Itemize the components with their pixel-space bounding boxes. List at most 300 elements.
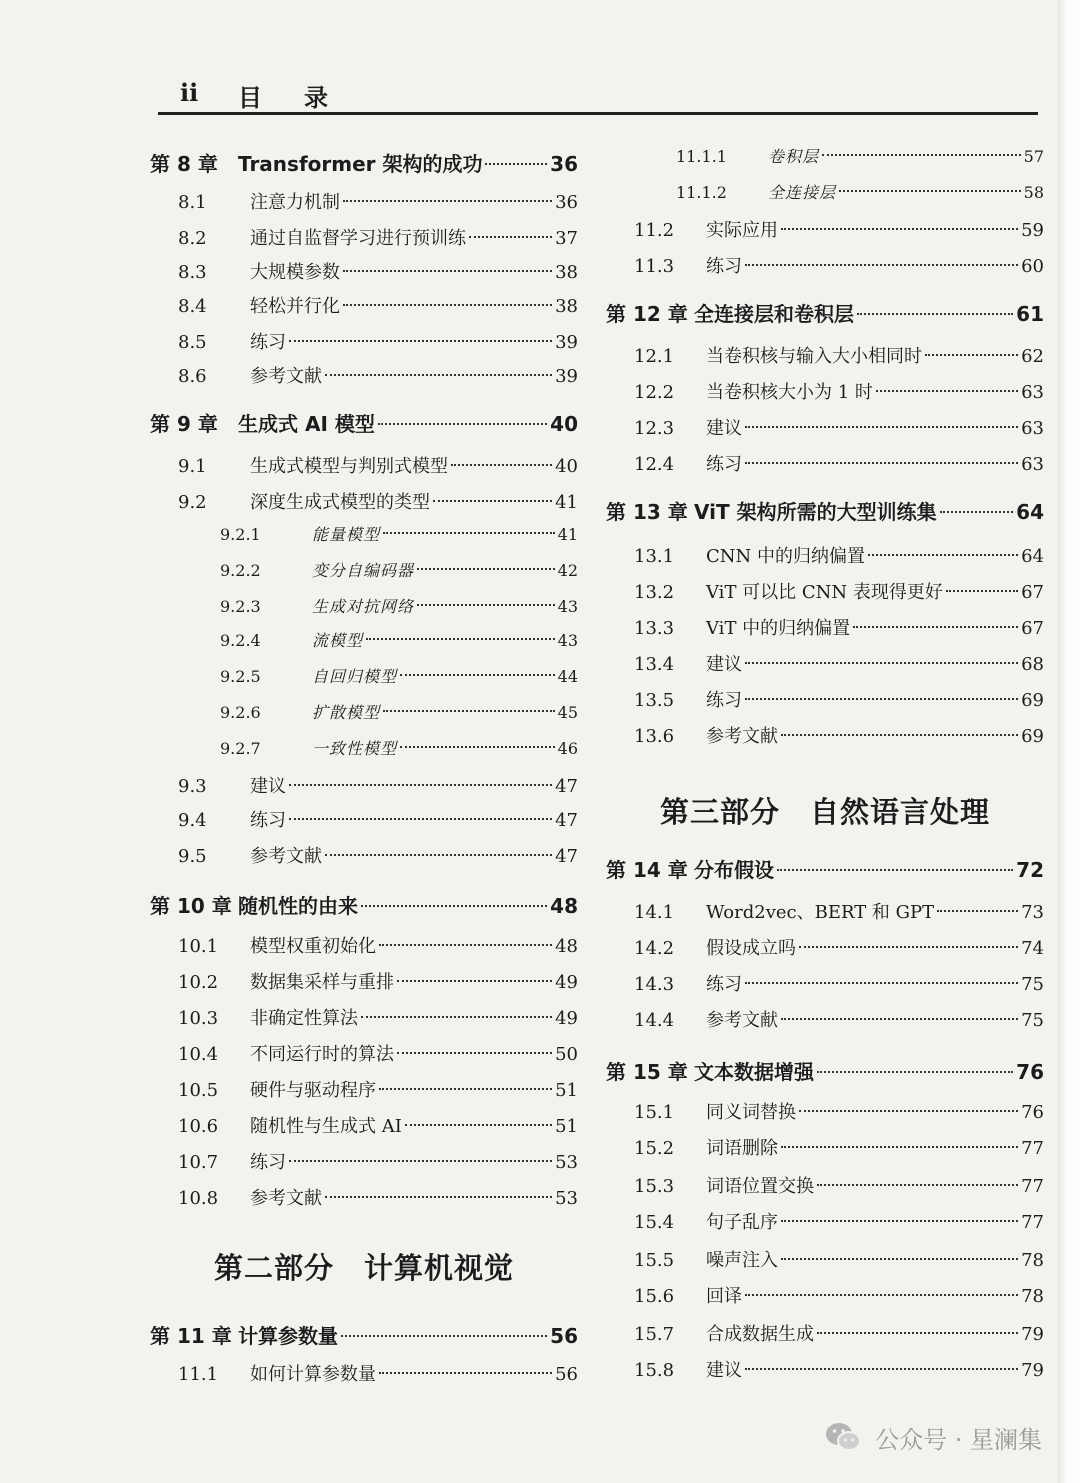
entry-number: 10.5 bbox=[178, 1080, 219, 1101]
leader-dots bbox=[383, 532, 555, 534]
entry-title: 扩散模型 bbox=[312, 703, 381, 722]
toc-chapter-entry bbox=[606, 1056, 1044, 1086]
toc-section-entry bbox=[606, 1246, 1044, 1276]
entry-title: 硬件与驱动程序 bbox=[250, 1080, 376, 1101]
part-heading: 第三部分 自然语言处理 bbox=[659, 795, 990, 829]
entry-number: 8.6 bbox=[178, 366, 207, 387]
entry-title: 生成式模型与判别式模型 bbox=[250, 456, 448, 477]
toc-section-entry bbox=[150, 1112, 578, 1142]
entry-title: 生成对抗网络 bbox=[312, 597, 415, 616]
leader-dots bbox=[745, 462, 1018, 464]
toc-subsection-entry bbox=[606, 180, 1044, 210]
leader-dots bbox=[289, 784, 552, 786]
leader-dots bbox=[469, 236, 552, 238]
entry-number: 12.2 bbox=[634, 382, 675, 403]
entry-page: 47 bbox=[555, 776, 578, 797]
toc-subsection-entry bbox=[150, 558, 578, 588]
entry-title: 大规模参数 bbox=[250, 262, 340, 283]
leader-dots bbox=[343, 270, 552, 272]
entry-number: 10.4 bbox=[178, 1044, 219, 1065]
entry-title: 建议 bbox=[250, 776, 286, 797]
entry-title: 词语位置交换 bbox=[706, 1176, 814, 1197]
leader-dots bbox=[745, 264, 1018, 266]
entry-page: 68 bbox=[1021, 654, 1044, 675]
leader-dots bbox=[379, 1372, 552, 1374]
entry-number: 12.3 bbox=[634, 418, 675, 439]
toc-subsection-entry bbox=[150, 594, 578, 624]
entry-page: 75 bbox=[1021, 1010, 1044, 1031]
entry-page: 74 bbox=[1021, 938, 1044, 959]
header-title-char-1: 目 bbox=[238, 83, 262, 112]
header-title-char-2: 录 bbox=[304, 83, 328, 112]
toc-section-entry bbox=[150, 842, 578, 872]
entry-number: 第 15 章 bbox=[606, 1060, 688, 1084]
entry-page: 36 bbox=[550, 152, 578, 176]
toc-section-entry bbox=[150, 292, 578, 322]
leader-dots bbox=[857, 313, 1013, 315]
entry-title: 通过自监督学习进行预训练 bbox=[250, 228, 466, 249]
entry-title: 练习 bbox=[706, 454, 742, 475]
leader-dots bbox=[343, 304, 552, 306]
entry-title: 生成式 AI 模型 bbox=[238, 412, 375, 436]
entry-title: 练习 bbox=[250, 1152, 286, 1173]
leader-dots bbox=[781, 734, 1018, 736]
leader-dots bbox=[777, 869, 1013, 871]
toc-section-entry bbox=[606, 216, 1044, 246]
toc-section-entry bbox=[606, 1208, 1044, 1238]
entry-page: 56 bbox=[550, 1324, 578, 1348]
leader-dots bbox=[325, 374, 552, 376]
entry-page: 56 bbox=[555, 1364, 578, 1385]
entry-number: 第 8 章 bbox=[150, 152, 218, 176]
entry-number: 15.8 bbox=[634, 1360, 675, 1381]
entry-number: 9.2.2 bbox=[220, 561, 261, 580]
entry-page: 61 bbox=[1016, 302, 1044, 326]
toc-subsection-entry bbox=[606, 144, 1044, 174]
entry-page: 63 bbox=[1021, 382, 1044, 403]
entry-page: 79 bbox=[1021, 1360, 1044, 1381]
entry-page: 58 bbox=[1023, 183, 1044, 202]
entry-number: 11.1.2 bbox=[676, 183, 727, 202]
entry-title: 建议 bbox=[706, 654, 742, 675]
entry-number: 15.1 bbox=[634, 1102, 675, 1123]
entry-title: 随机性的由来 bbox=[238, 894, 358, 918]
entry-page: 79 bbox=[1021, 1324, 1044, 1345]
toc-section-entry bbox=[150, 932, 578, 962]
entry-page: 62 bbox=[1021, 346, 1044, 367]
entry-number: 10.1 bbox=[178, 936, 219, 957]
entry-page: 60 bbox=[1021, 256, 1044, 277]
entry-number: 8.1 bbox=[178, 192, 207, 213]
entry-page: 43 bbox=[557, 631, 578, 650]
leader-dots bbox=[745, 1294, 1018, 1296]
entry-number: 9.2.1 bbox=[220, 525, 261, 544]
toc-section-entry bbox=[606, 1134, 1044, 1164]
entry-page: 43 bbox=[557, 597, 578, 616]
entry-title: 流模型 bbox=[312, 631, 364, 650]
entry-page: 39 bbox=[555, 332, 578, 353]
leader-dots bbox=[781, 1258, 1018, 1260]
entry-page: 41 bbox=[557, 525, 578, 544]
entry-number: 9.2.6 bbox=[220, 703, 261, 722]
leader-dots bbox=[397, 980, 552, 982]
entry-page: 69 bbox=[1021, 690, 1044, 711]
entry-title: 全连接层和卷积层 bbox=[694, 302, 854, 326]
entry-title: 文本数据增强 bbox=[694, 1060, 814, 1084]
entry-title: 合成数据生成 bbox=[706, 1324, 814, 1345]
leader-dots bbox=[822, 154, 1021, 156]
entry-number: 15.5 bbox=[634, 1250, 675, 1271]
entry-page: 47 bbox=[555, 846, 578, 867]
entry-title: 实际应用 bbox=[706, 220, 778, 241]
entry-title: 假设成立吗 bbox=[706, 938, 796, 959]
leader-dots bbox=[817, 1071, 1013, 1073]
leader-dots bbox=[361, 1016, 552, 1018]
entry-title: 轻松并行化 bbox=[250, 296, 340, 317]
entry-number: 10.7 bbox=[178, 1152, 219, 1173]
toc-section-entry bbox=[606, 1356, 1044, 1386]
entry-number: 14.4 bbox=[634, 1010, 675, 1031]
leader-dots bbox=[433, 500, 552, 502]
entry-number: 13.4 bbox=[634, 654, 675, 675]
entry-number: 第 10 章 bbox=[150, 894, 232, 918]
toc-section-entry bbox=[606, 342, 1044, 372]
entry-number: 9.2.3 bbox=[220, 597, 261, 616]
toc-section-entry bbox=[606, 414, 1044, 444]
toc-subsection-entry bbox=[150, 628, 578, 658]
leader-dots bbox=[378, 423, 547, 425]
toc-chapter-entry bbox=[606, 854, 1044, 884]
entry-page: 72 bbox=[1016, 858, 1044, 882]
entry-title: 练习 bbox=[706, 974, 742, 995]
entry-title: 同义词替换 bbox=[706, 1102, 796, 1123]
entry-page: 67 bbox=[1021, 582, 1044, 603]
toc-section-entry bbox=[606, 650, 1044, 680]
entry-number: 11.3 bbox=[634, 256, 675, 277]
toc-chapter-entry bbox=[150, 890, 578, 920]
toc-section-entry bbox=[606, 542, 1044, 572]
toc-section-entry bbox=[606, 1320, 1044, 1350]
entry-title: 参考文献 bbox=[250, 366, 322, 387]
entry-title: 一致性模型 bbox=[312, 739, 398, 758]
entry-page: 63 bbox=[1021, 418, 1044, 439]
leader-dots bbox=[781, 228, 1018, 230]
entry-number: 13.1 bbox=[634, 546, 675, 567]
entry-page: 53 bbox=[555, 1152, 578, 1173]
entry-title: 不同运行时的算法 bbox=[250, 1044, 394, 1065]
entry-page: 44 bbox=[557, 667, 578, 686]
entry-number: 9.2.7 bbox=[220, 739, 261, 758]
entry-page: 67 bbox=[1021, 618, 1044, 639]
toc-section-entry bbox=[150, 258, 578, 288]
toc-section-entry bbox=[606, 970, 1044, 1000]
toc-section-entry bbox=[150, 488, 578, 518]
entry-page: 53 bbox=[555, 1188, 578, 1209]
leader-dots bbox=[940, 511, 1014, 513]
entry-page: 50 bbox=[555, 1044, 578, 1065]
leader-dots bbox=[397, 1052, 552, 1054]
toc-section-entry bbox=[150, 1040, 578, 1070]
entry-title: 参考文献 bbox=[250, 1188, 322, 1209]
entry-page: 42 bbox=[557, 561, 578, 580]
entry-number: 9.1 bbox=[178, 456, 207, 477]
entry-page: 47 bbox=[555, 810, 578, 831]
leader-dots bbox=[876, 390, 1018, 392]
entry-number: 第 9 章 bbox=[150, 412, 218, 436]
entry-page: 77 bbox=[1021, 1176, 1044, 1197]
leader-dots bbox=[485, 163, 547, 165]
leader-dots bbox=[400, 746, 555, 748]
leader-dots bbox=[417, 604, 555, 606]
entry-number: 12.4 bbox=[634, 454, 675, 475]
toc-section-entry bbox=[150, 328, 578, 358]
leader-dots bbox=[839, 190, 1021, 192]
toc-section-entry bbox=[606, 614, 1044, 644]
toc-subsection-entry bbox=[150, 736, 578, 766]
leader-dots bbox=[781, 1146, 1018, 1148]
toc-chapter-entry bbox=[150, 1320, 578, 1350]
entry-title: 建议 bbox=[706, 418, 742, 439]
toc-section-entry bbox=[150, 452, 578, 482]
entry-number: 15.3 bbox=[634, 1176, 675, 1197]
leader-dots bbox=[781, 1220, 1018, 1222]
entry-page: 45 bbox=[557, 703, 578, 722]
entry-page: 57 bbox=[1023, 147, 1044, 166]
leader-dots bbox=[341, 1335, 547, 1337]
page-number: ii bbox=[180, 78, 199, 107]
toc-section-entry bbox=[150, 362, 578, 392]
leader-dots bbox=[946, 590, 1018, 592]
entry-page: 77 bbox=[1021, 1138, 1044, 1159]
leader-dots bbox=[383, 710, 555, 712]
entry-title: 练习 bbox=[250, 332, 286, 353]
entry-page: 51 bbox=[555, 1080, 578, 1101]
entry-title: 词语删除 bbox=[706, 1138, 778, 1159]
leader-dots bbox=[781, 1018, 1018, 1020]
entry-number: 13.3 bbox=[634, 618, 675, 639]
entry-number: 11.2 bbox=[634, 220, 675, 241]
toc-section-entry bbox=[150, 806, 578, 836]
entry-page: 64 bbox=[1016, 500, 1044, 524]
entry-number: 8.2 bbox=[178, 228, 207, 249]
entry-page: 64 bbox=[1021, 546, 1044, 567]
entry-number: 9.2.4 bbox=[220, 631, 261, 650]
entry-page: 49 bbox=[555, 972, 578, 993]
entry-number: 8.5 bbox=[178, 332, 207, 353]
leader-dots bbox=[451, 464, 552, 466]
entry-page: 51 bbox=[555, 1116, 578, 1137]
entry-page: 76 bbox=[1016, 1060, 1044, 1084]
toc-section-entry bbox=[606, 934, 1044, 964]
leader-dots bbox=[379, 1088, 552, 1090]
toc-section-entry bbox=[150, 1184, 578, 1214]
entry-title: 自回归模型 bbox=[312, 667, 398, 686]
entry-page: 39 bbox=[555, 366, 578, 387]
toc-section-entry bbox=[606, 1172, 1044, 1202]
leader-dots bbox=[405, 1124, 552, 1126]
entry-number: 9.3 bbox=[178, 776, 207, 797]
entry-number: 13.2 bbox=[634, 582, 675, 603]
entry-page: 36 bbox=[555, 192, 578, 213]
entry-title: 当卷积核与输入大小相同时 bbox=[706, 346, 922, 367]
entry-title: 建议 bbox=[706, 1360, 742, 1381]
toc-section-entry bbox=[606, 1098, 1044, 1128]
leader-dots bbox=[289, 818, 552, 820]
entry-title: 能量模型 bbox=[312, 525, 381, 544]
entry-number: 11.1.1 bbox=[676, 147, 727, 166]
entry-title: 变分自编码器 bbox=[312, 561, 415, 580]
entry-page: 48 bbox=[550, 894, 578, 918]
toc-subsection-entry bbox=[150, 664, 578, 694]
entry-number: 10.2 bbox=[178, 972, 219, 993]
entry-number: 14.1 bbox=[634, 902, 675, 923]
leader-dots bbox=[745, 662, 1018, 664]
wechat-icon bbox=[823, 1417, 863, 1457]
entry-page: 37 bbox=[555, 228, 578, 249]
leader-dots bbox=[417, 568, 555, 570]
leader-dots bbox=[400, 674, 555, 676]
entry-title: Word2vec、BERT 和 GPT bbox=[706, 902, 935, 923]
entry-title: 如何计算参数量 bbox=[250, 1364, 376, 1385]
toc-section-entry bbox=[606, 722, 1044, 752]
entry-title: 全连接层 bbox=[768, 183, 837, 202]
entry-page: 49 bbox=[555, 1008, 578, 1029]
entry-page: 76 bbox=[1021, 1102, 1044, 1123]
entry-title: ViT 架构所需的大型训练集 bbox=[694, 500, 937, 524]
toc-section-entry bbox=[150, 772, 578, 802]
toc-section-entry bbox=[606, 578, 1044, 608]
page-edge bbox=[1058, 0, 1080, 1483]
toc-section-entry bbox=[606, 1006, 1044, 1036]
entry-page: 38 bbox=[555, 296, 578, 317]
entry-page: 46 bbox=[557, 739, 578, 758]
entry-page: 63 bbox=[1021, 454, 1044, 475]
entry-number: 第 12 章 bbox=[606, 302, 688, 326]
entry-number: 12.1 bbox=[634, 346, 675, 367]
entry-title: 句子乱序 bbox=[706, 1212, 778, 1233]
entry-number: 8.3 bbox=[178, 262, 207, 283]
entry-number: 10.8 bbox=[178, 1188, 219, 1209]
entry-number: 10.6 bbox=[178, 1116, 219, 1137]
entry-number: 15.4 bbox=[634, 1212, 675, 1233]
toc-section-entry bbox=[150, 1004, 578, 1034]
leader-dots bbox=[868, 554, 1018, 556]
entry-number: 14.2 bbox=[634, 938, 675, 959]
toc-chapter-entry bbox=[150, 408, 578, 438]
entry-number: 11.1 bbox=[178, 1364, 219, 1385]
leader-dots bbox=[799, 1110, 1018, 1112]
toc-subsection-entry bbox=[150, 700, 578, 730]
entry-number: 13.5 bbox=[634, 690, 675, 711]
entry-title: 模型权重初始化 bbox=[250, 936, 376, 957]
toc-subsection-entry bbox=[150, 522, 578, 552]
toc-section-entry bbox=[606, 686, 1044, 716]
entry-title: 数据集采样与重排 bbox=[250, 972, 394, 993]
toc-section-entry bbox=[606, 252, 1044, 282]
entry-number: 9.4 bbox=[178, 810, 207, 831]
toc-chapter-entry bbox=[606, 496, 1044, 526]
entry-page: 40 bbox=[555, 456, 578, 477]
leader-dots bbox=[925, 354, 1018, 356]
entry-page: 48 bbox=[555, 936, 578, 957]
entry-title: 参考文献 bbox=[250, 846, 322, 867]
entry-number: 10.3 bbox=[178, 1008, 219, 1029]
entry-number: 第 11 章 bbox=[150, 1324, 232, 1348]
entry-title: 噪声注入 bbox=[706, 1250, 778, 1271]
entry-title: 非确定性算法 bbox=[250, 1008, 358, 1029]
part-heading: 第二部分 计算机视觉 bbox=[213, 1251, 514, 1285]
entry-number: 9.2.5 bbox=[220, 667, 261, 686]
leader-dots bbox=[745, 982, 1018, 984]
entry-title: 计算参数量 bbox=[238, 1324, 338, 1348]
entry-number: 第 14 章 bbox=[606, 858, 688, 882]
entry-title: CNN 中的归纳偏置 bbox=[706, 546, 865, 567]
entry-title: 卷积层 bbox=[768, 147, 820, 166]
entry-number: 15.2 bbox=[634, 1138, 675, 1159]
entry-number: 15.6 bbox=[634, 1286, 675, 1307]
leader-dots bbox=[289, 1160, 552, 1162]
watermark-text: 公众号 · 星澜集 bbox=[875, 1425, 1042, 1454]
entry-page: 59 bbox=[1021, 220, 1044, 241]
toc-section-entry bbox=[150, 1148, 578, 1178]
entry-title: 练习 bbox=[250, 810, 286, 831]
leader-dots bbox=[745, 426, 1018, 428]
entry-title: 分布假设 bbox=[694, 858, 774, 882]
leader-dots bbox=[937, 910, 1018, 912]
toc-chapter-entry bbox=[150, 148, 578, 178]
entry-page: 77 bbox=[1021, 1212, 1044, 1233]
toc-chapter-entry bbox=[606, 298, 1044, 328]
leader-dots bbox=[366, 638, 555, 640]
toc-section-entry bbox=[606, 378, 1044, 408]
watermark bbox=[823, 1417, 1042, 1457]
entry-page: 73 bbox=[1021, 902, 1044, 923]
entry-number: 13.6 bbox=[634, 726, 675, 747]
leader-dots bbox=[817, 1332, 1018, 1334]
leader-dots bbox=[343, 200, 552, 202]
toc-section-entry bbox=[150, 188, 578, 218]
toc-section-entry bbox=[150, 1360, 578, 1390]
toc-section-entry bbox=[150, 1076, 578, 1106]
leader-dots bbox=[745, 698, 1018, 700]
leader-dots bbox=[799, 946, 1018, 948]
entry-title: 回译 bbox=[706, 1286, 742, 1307]
entry-title: 参考文献 bbox=[706, 1010, 778, 1031]
entry-title: ViT 中的归纳偏置 bbox=[706, 618, 851, 639]
page-header bbox=[158, 76, 1038, 115]
entry-title: 注意力机制 bbox=[250, 192, 340, 213]
entry-page: 38 bbox=[555, 262, 578, 283]
leader-dots bbox=[853, 626, 1018, 628]
toc-section-entry bbox=[606, 1282, 1044, 1312]
toc-section-entry bbox=[606, 898, 1044, 928]
entry-title: 随机性与生成式 AI bbox=[250, 1116, 402, 1137]
entry-number: 8.4 bbox=[178, 296, 207, 317]
entry-title: ViT 可以比 CNN 表现得更好 bbox=[706, 582, 943, 603]
toc-section-entry bbox=[606, 450, 1044, 480]
entry-title: 练习 bbox=[706, 690, 742, 711]
toc-section-entry bbox=[150, 968, 578, 998]
entry-number: 15.7 bbox=[634, 1324, 675, 1345]
entry-page: 78 bbox=[1021, 1250, 1044, 1271]
leader-dots bbox=[745, 1368, 1018, 1370]
toc-section-entry bbox=[150, 224, 578, 254]
entry-page: 78 bbox=[1021, 1286, 1044, 1307]
entry-number: 9.2 bbox=[178, 492, 207, 513]
entry-title: 深度生成式模型的类型 bbox=[250, 492, 430, 513]
entry-number: 9.5 bbox=[178, 846, 207, 867]
leader-dots bbox=[817, 1184, 1018, 1186]
